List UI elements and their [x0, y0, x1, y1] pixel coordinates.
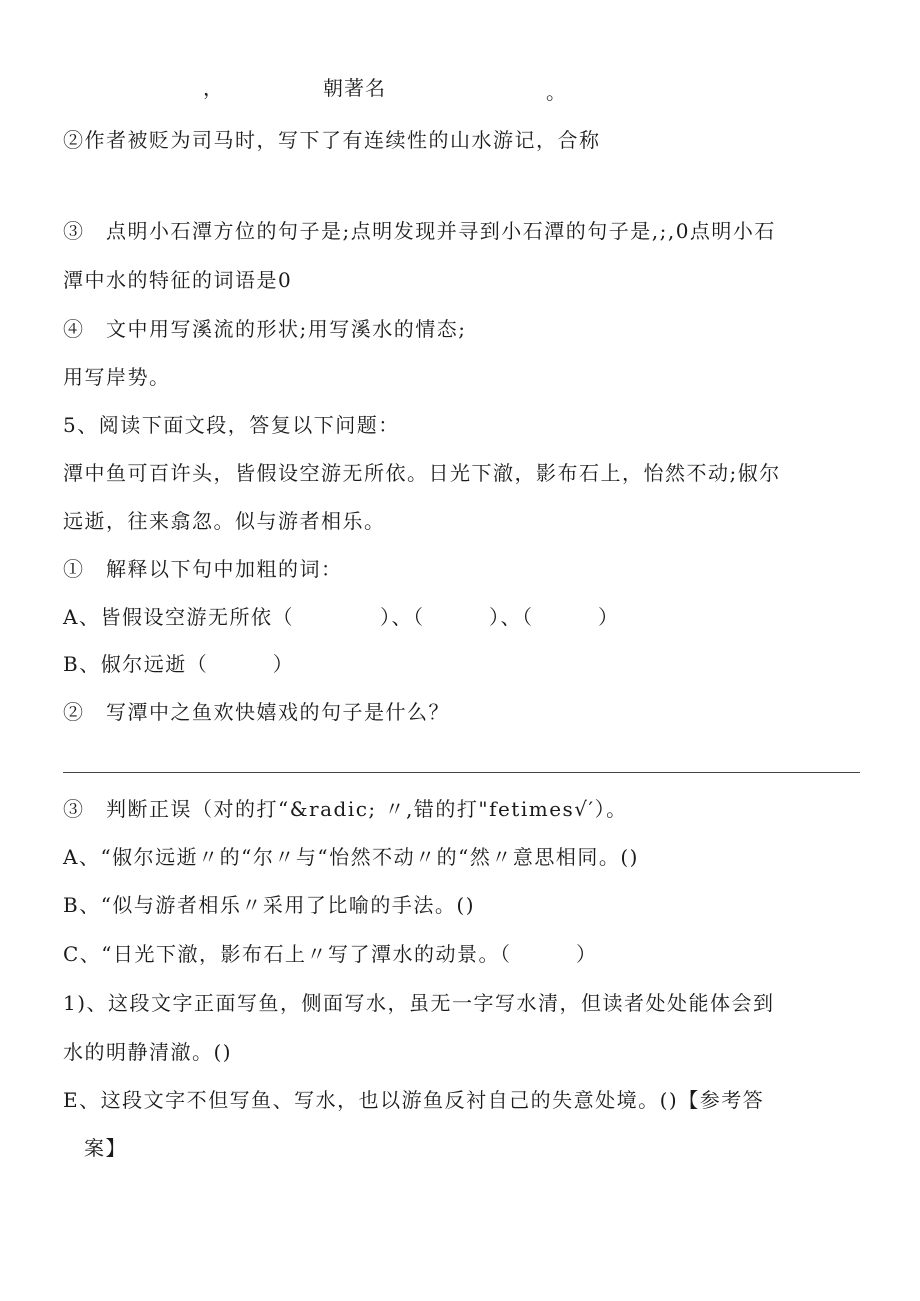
- question-4-line-1: ④ 文中用写溪流的形状;用写溪水的情态;: [63, 317, 467, 341]
- sub-question-3-d-line-2: 水的明静清澈。(): [63, 1040, 233, 1064]
- sub-question-3-c: C、“日光下澈，影布石上〃写了潭水的动景。（ ）: [63, 942, 598, 966]
- answer-line: [63, 772, 860, 773]
- sub-question-3-d-line-1: 1)、这段文字正面写鱼，侧面写水，虽无一字写水清，但读者处处能体会到: [63, 991, 775, 1015]
- sub-question-1-a: A、皆假设空游无所依（ ）、（ ）、（ ）: [63, 605, 620, 629]
- sub-question-3-title: ③ 判断正误（对的打“&radic; 〃,错的打"fetimes√′）。: [63, 797, 628, 821]
- question-2-text: ②作者被贬为司马时，写下了有连续性的山水游记，合称: [63, 128, 601, 152]
- sub-question-3-b: B、“似与游者相乐〃采用了比喻的手法。(): [63, 893, 476, 917]
- passage-line-2: 远逝，往来翕忽。似与游者相乐。: [63, 509, 386, 533]
- top-dynasty-blank-text: 朝著名: [323, 76, 386, 100]
- sub-question-2-title: ② 写潭中之鱼欢快嬉戏的句子是什么？: [63, 700, 450, 724]
- sub-question-1-b: B、俶尔远逝（ ）: [63, 652, 295, 676]
- sub-question-1-title: ① 解释以下句中加粗的词：: [63, 557, 343, 581]
- question-3-line-1: ③ 点明小石潭方位的句子是;点明发现并寻到小石潭的句子是,;,0点明小石: [63, 219, 776, 243]
- sub-question-3-a: A、“俶尔远逝〃的“尔〃与“怡然不动〃的“然〃意思相同。(): [63, 845, 639, 869]
- question-3-line-2: 潭中水的特征的词语是0: [63, 268, 293, 292]
- question-4-line-2: 用写岸势。: [63, 365, 171, 389]
- section-5-title: 5、阅读下面文段，答复以下问题：: [63, 413, 400, 437]
- top-comma: ，: [203, 76, 223, 100]
- sub-question-3-e-line-1: E、这段文字不但写鱼、写水，也以游鱼反衬自己的失意处境。()【参考答: [63, 1088, 765, 1112]
- top-period: 。: [546, 80, 566, 104]
- passage-line-1: 潭中鱼可百许头，皆假设空游无所依。日光下澈，影布石上，怡然不动;俶尔: [63, 461, 781, 485]
- reference-answer-label: 案】: [84, 1136, 127, 1160]
